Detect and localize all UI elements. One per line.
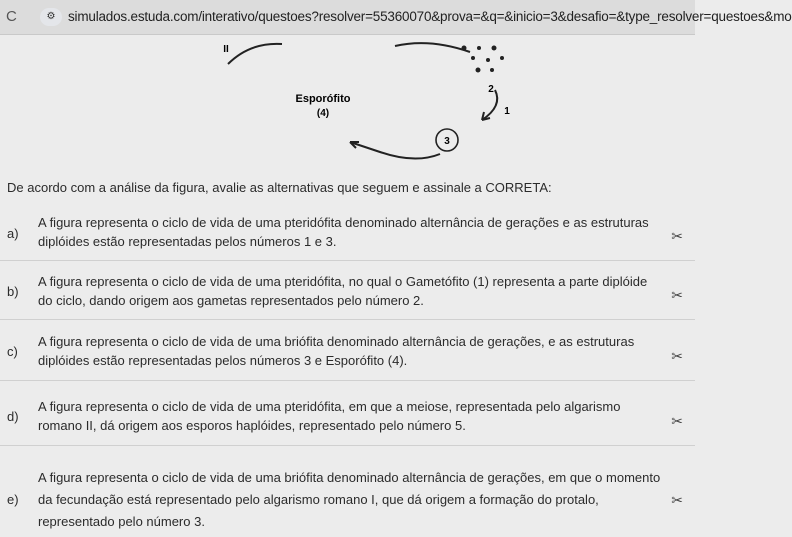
option-text-line: diplóides estão representadas pelos números 1 e 3. xyxy=(38,234,337,249)
option-letter: b) xyxy=(7,284,19,299)
esporofito-number: (4) xyxy=(316,108,330,119)
label-3: 3 xyxy=(444,136,450,147)
scissors-icon[interactable]: ✂ xyxy=(671,228,683,244)
option-text-line: romano II, dá origem aos esporos haplóides, representado pelo número 5. xyxy=(38,418,466,433)
option-text-line: A figura representa o ciclo de vida de uma briófita denominado alternância de gerações, e as estruturas xyxy=(38,334,635,349)
option-e[interactable] xyxy=(0,446,695,537)
spore-dot xyxy=(492,46,497,51)
spore-dot xyxy=(476,68,481,73)
spore-dot xyxy=(490,68,494,72)
option-text-line: da fecundação está representado pelo algarismo romano I, que dá origem a formação do protalo, xyxy=(38,492,599,507)
option-letter: e) xyxy=(7,492,19,507)
option-b[interactable] xyxy=(0,261,695,320)
scissors-icon[interactable]: ✂ xyxy=(671,348,683,364)
address-bar[interactable]: simulados.estuda.com/interativo/questoes?resolver=55360070&prova=&q=&inicio=3&desafio=&type_resolver=questoes&mo xyxy=(68,9,792,24)
option-text-line: representado pelo número 3. xyxy=(38,514,205,529)
scissors-icon[interactable]: ✂ xyxy=(671,413,683,429)
scissors-icon[interactable]: ✂ xyxy=(671,287,683,303)
option-text-line: do ciclo, dando origem aos gametas representados pelo número 2. xyxy=(38,293,424,308)
cycle-arrow-top xyxy=(228,44,282,64)
option-text-line: A figura representa o ciclo de vida de uma pteridófita, no qual o Gametófito (1) representa a parte diplóide xyxy=(38,274,648,289)
spore-dot xyxy=(471,56,475,60)
spore-dot xyxy=(486,58,490,62)
site-settings-icon[interactable]: ⚙ xyxy=(40,8,62,26)
label-2: 2 xyxy=(488,84,494,95)
life-cycle-figure xyxy=(0,34,695,170)
scissors-icon[interactable]: ✂ xyxy=(671,492,683,508)
option-text-line: A figura representa o ciclo de vida de uma pteridófita denominado alternância de gerações e as estruturas xyxy=(38,215,649,230)
option-a[interactable] xyxy=(0,204,695,261)
option-d[interactable] xyxy=(0,381,695,446)
browser-toolbar xyxy=(0,0,792,35)
option-letter: d) xyxy=(7,409,19,424)
option-letter: a) xyxy=(7,226,19,241)
cycle-arrow-bottom xyxy=(350,142,440,159)
label-II: II xyxy=(223,44,229,55)
cycle-arrow-top-right xyxy=(395,43,470,52)
option-text-line: diplóides estão representadas pelos números 3 e Esporófito (4). xyxy=(38,353,408,368)
option-letter: c) xyxy=(7,344,18,359)
option-text-line: A figura representa o ciclo de vida de uma pteridófita, em que a meiose, representada pelo algarismo xyxy=(38,399,621,414)
spore-dot xyxy=(462,46,467,51)
spore-dot xyxy=(477,46,481,50)
label-1: 1 xyxy=(504,106,510,117)
spore-dot xyxy=(500,56,504,60)
option-c[interactable] xyxy=(0,320,695,381)
reload-icon[interactable]: C xyxy=(6,8,17,25)
esporofito-label: Esporófito xyxy=(295,93,351,105)
option-text-line: A figura representa o ciclo de vida de uma briófita denominado alternância de gerações, em que o momento xyxy=(38,470,661,485)
question-prompt: De acordo com a análise da figura, avalie as alternativas que seguem e assinale a CORRETA: xyxy=(7,180,552,195)
